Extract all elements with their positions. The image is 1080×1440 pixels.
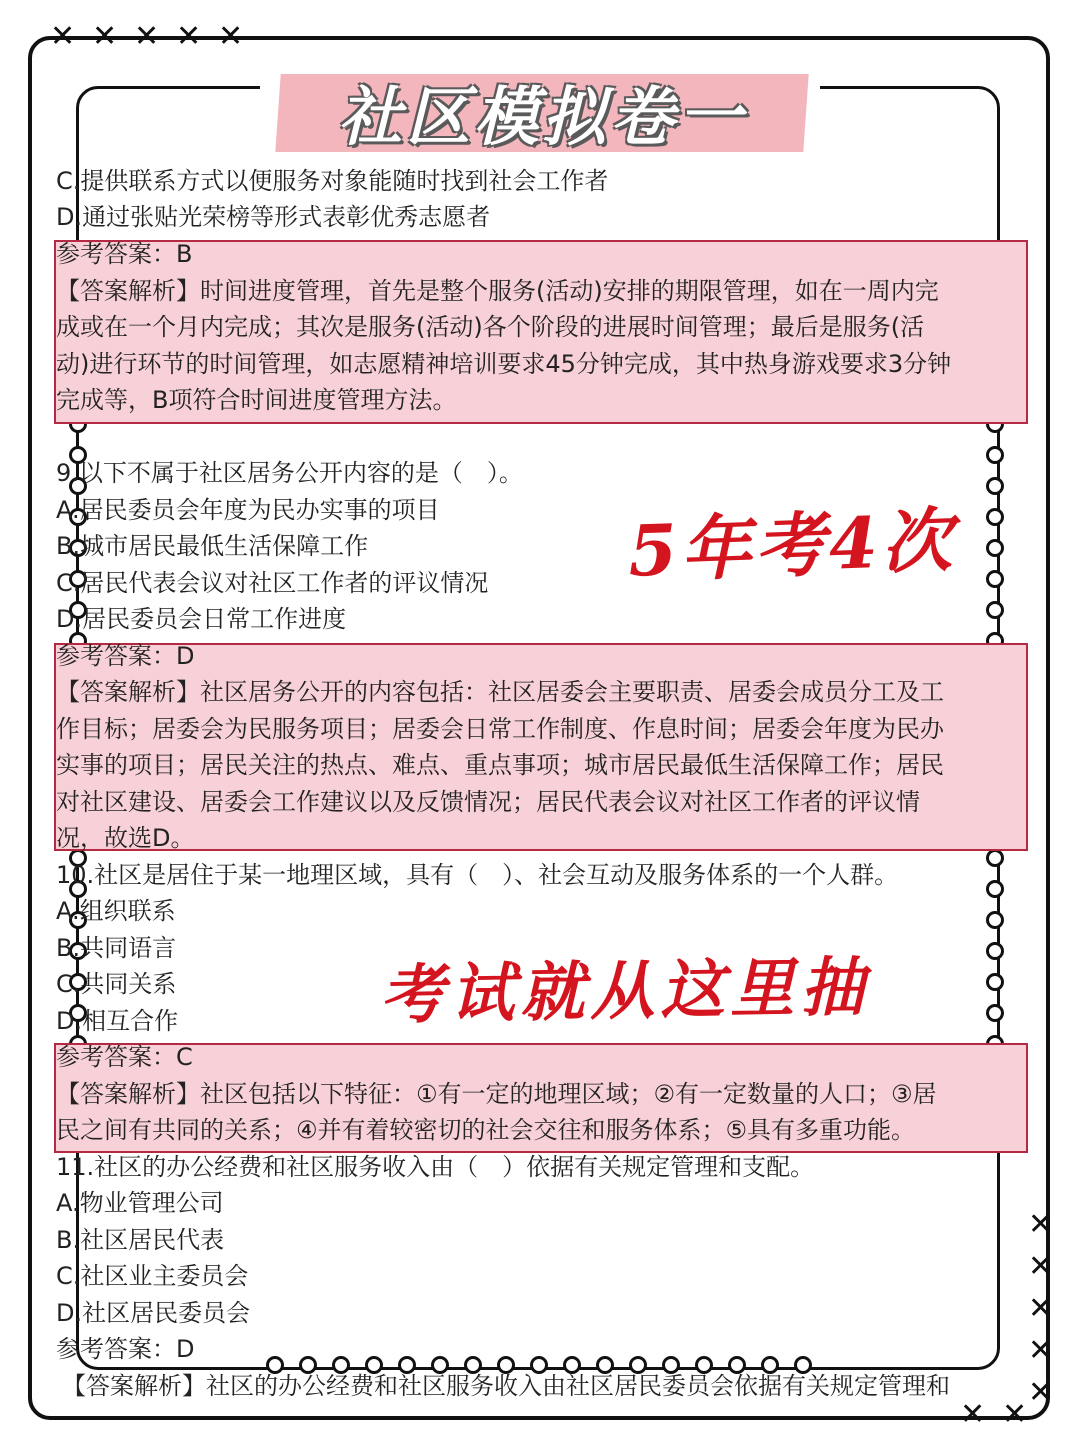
text-line: D.居民委员会日常工作进度 [56, 605, 347, 633]
text-line: C.居民代表会议对社区工作者的评议情况 [56, 569, 489, 597]
ring-icon [986, 973, 1004, 991]
text-line: A.物业管理公司 [56, 1189, 224, 1217]
text-line: 【答案解析】社区居务公开的内容包括：社区居委会主要职责、居委会成员分工及工 [56, 678, 944, 706]
text-line: 9.以下不属于社区居务公开内容的是（ ）。 [56, 459, 523, 487]
x-mark-icon: ✕ [1028, 1333, 1054, 1368]
x-mark-icon: ✕ [1028, 1249, 1054, 1284]
text-line: 实事的项目；居民关注的热点、难点、重点事项；城市居民最低生活保障工作；居民 [56, 751, 944, 779]
text-line: 10.社区是居住于某一地理区域，具有（ ）、社会互动及服务体系的一个人群。 [56, 861, 899, 889]
ring-icon [986, 446, 1004, 464]
ring-icon [986, 942, 1004, 960]
page-title: 社区模拟卷一 [338, 81, 746, 155]
text-line: 动)进行环节的时间管理，如志愿精神培训要求45分钟完成，其中热身游戏要求3分钟 [56, 350, 952, 378]
ring-icon [986, 601, 1004, 619]
ring-icon [986, 477, 1004, 495]
text-line: C.共同关系 [56, 970, 177, 998]
text-line: 况，故选D。 [56, 824, 195, 852]
text-line: 完成等，B项符合时间进度管理方法。 [56, 386, 457, 414]
text-line: D.社区居民委员会 [56, 1299, 251, 1327]
x-mark-icon: ✕ [1028, 1291, 1054, 1326]
text-line: 作目标；居委会为民服务项目；居委会日常工作制度、作息时间；居委会年度为民办 [56, 715, 944, 743]
x-mark-icon: ✕ [1028, 1207, 1054, 1242]
text-line: 【答案解析】时间进度管理，首先是整个服务(活动)安排的期限管理，如在一周内完 [56, 277, 939, 305]
text-line: B.城市居民最低生活保障工作 [56, 532, 369, 560]
text-line: B.社区居民代表 [56, 1226, 225, 1254]
x-mark-icon: ✕ [1002, 1397, 1028, 1432]
text-line: 参考答案：D [56, 642, 195, 670]
text-line: 参考答案：C [56, 1043, 193, 1071]
text-line: A.组织联系 [56, 897, 176, 925]
text-line: C.提供联系方式以便服务对象能随时找到社会工作者 [56, 167, 609, 195]
ring-icon [986, 849, 1004, 867]
text-line: D.通过张贴光荣榜等形式表彰优秀志愿者 [56, 203, 491, 231]
text-line: 参考答案：D [56, 1335, 195, 1363]
ring-icon [986, 880, 1004, 898]
text-line: 11.社区的办公经费和社区服务收入由（ ）依据有关规定管理和支配。 [56, 1153, 815, 1181]
x-mark-icon: ✕ [50, 19, 76, 54]
text-line: A.居民委员会年度为民办实事的项目 [56, 496, 440, 524]
handwritten-note-exam: 考试就从这里抽 [379, 949, 871, 1034]
ring-icon [986, 570, 1004, 588]
text-line: D.相互合作 [56, 1007, 179, 1035]
x-mark-icon: ✕ [134, 19, 160, 54]
x-mark-icon: ✕ [1028, 1375, 1054, 1410]
text-line: C.社区业主委员会 [56, 1262, 249, 1290]
text-line: 参考答案：B [56, 240, 193, 268]
text-line: 对社区建设、居委会工作建议以及反馈情况；居民代表会议对社区工作者的评议情 [56, 788, 920, 816]
ring-icon [986, 508, 1004, 526]
ring-icon [986, 911, 1004, 929]
x-mark-icon: ✕ [218, 19, 244, 54]
text-line: 民之间有共同的关系；④并有着较密切的社会交往和服务体系；⑤具有多重功能。 [56, 1116, 916, 1144]
text-line: 成或在一个月内完成；其次是服务(活动)各个阶段的进展时间管理；最后是服务(活 [56, 313, 925, 341]
text-line: 【答案解析】社区包括以下特征：①有一定的地理区域；②有一定数量的人口；③居 [56, 1080, 937, 1108]
x-mark-icon: ✕ [960, 1397, 986, 1432]
x-mark-icon: ✕ [176, 19, 202, 54]
ring-icon [986, 539, 1004, 557]
text-line: 【答案解析】社区的办公经费和社区服务收入由社区居民委员会依据有关规定管理和 [62, 1372, 950, 1400]
handwritten-note-frequency: 5年考4次 [626, 498, 957, 593]
x-mark-icon: ✕ [92, 19, 118, 54]
text-line: B.共同语言 [56, 934, 177, 962]
ring-icon [986, 1004, 1004, 1022]
